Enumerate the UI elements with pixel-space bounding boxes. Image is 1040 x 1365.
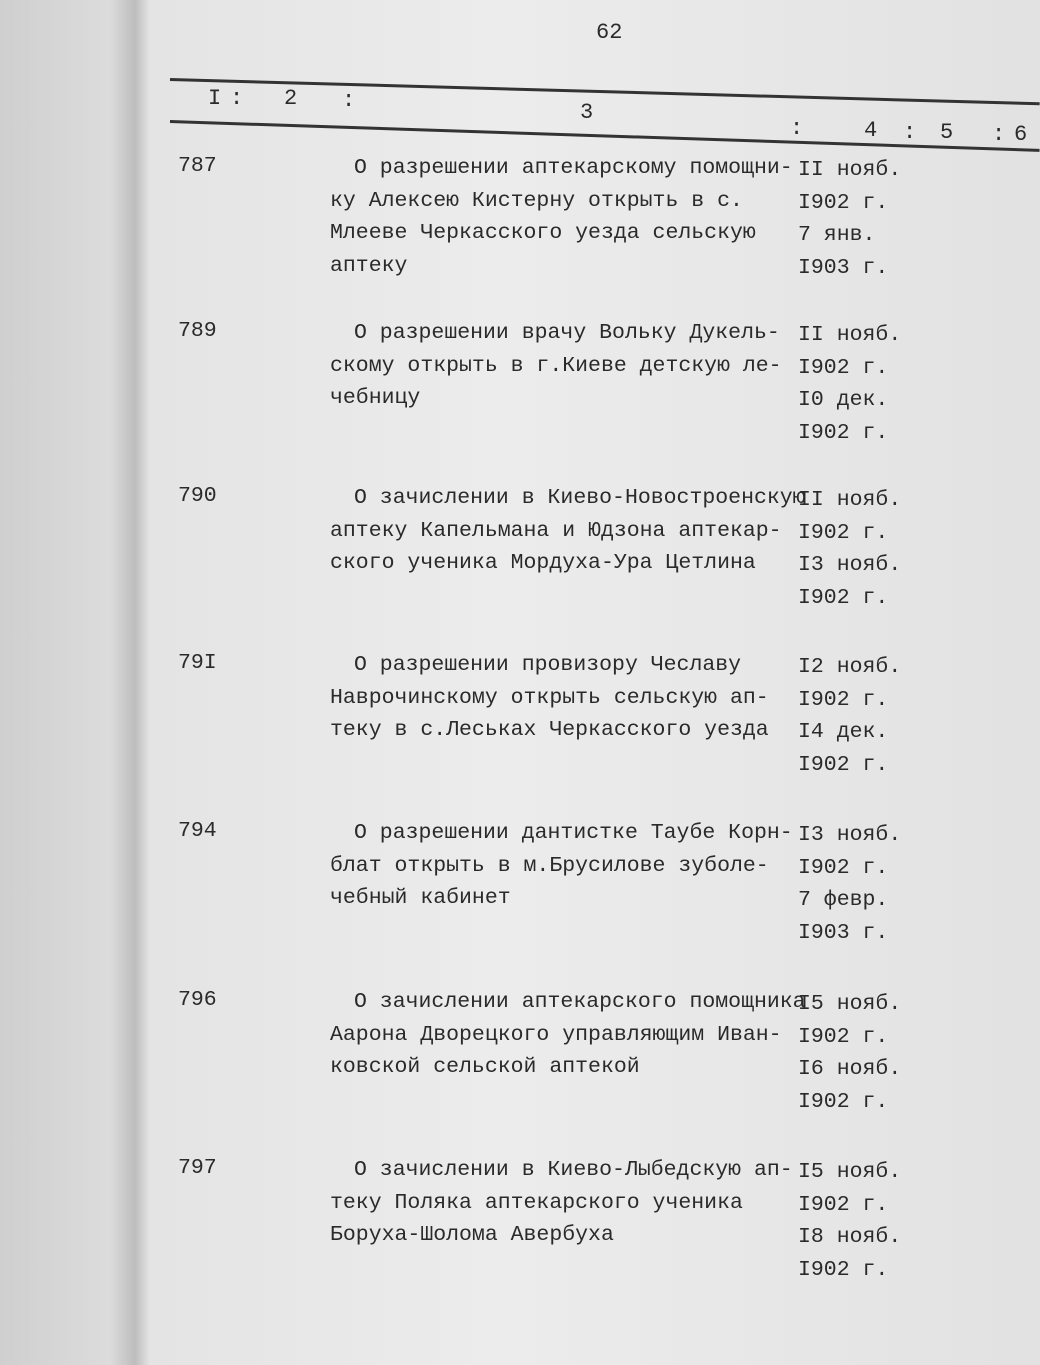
- entry-number: 794: [178, 819, 217, 843]
- description-line: О разрешении врачу Вольку Дукель-: [354, 321, 780, 345]
- date-line: I5 нояб.: [798, 1160, 902, 1184]
- date-line: I2 нояб.: [798, 655, 902, 679]
- header-col-6: 6: [1014, 122, 1028, 147]
- entry-number: 787: [178, 154, 217, 178]
- header-sep: :: [342, 88, 356, 113]
- date-line: I902 г.: [798, 1192, 889, 1217]
- date-line: II нояб.: [798, 323, 902, 347]
- entry-description: [330, 649, 769, 747]
- date-line: I5 нояб.: [798, 992, 902, 1016]
- description-line: аптеку: [330, 253, 408, 278]
- header-sep: :: [903, 120, 917, 145]
- date-line: I902 г.: [798, 1024, 889, 1049]
- date-line: I902 г.: [798, 420, 889, 445]
- header-col-2: 2: [284, 86, 298, 111]
- description-line: блат открыть в м.Брусилове зуболе-: [330, 853, 769, 878]
- date-line: II нояб.: [798, 488, 902, 512]
- description-line: О зачислении аптекарского помощника: [354, 990, 806, 1014]
- description-line: ского ученика Мордуха-Ура Цетлина: [330, 551, 756, 575]
- header-col-3: 3: [580, 100, 594, 125]
- entry-dates: [798, 319, 901, 449]
- date-line: 7 февр.: [798, 888, 889, 912]
- date-line: I0 дек.: [798, 388, 889, 412]
- entry-number: 797: [178, 1156, 217, 1180]
- entry-dates: [798, 651, 901, 781]
- description-line: О разрешении провизору Чеславу: [354, 653, 742, 677]
- date-line: I902 г.: [798, 1089, 889, 1114]
- date-line: I902 г.: [798, 585, 889, 610]
- entry-dates: [798, 1156, 901, 1286]
- header-col-5: 5: [940, 120, 954, 145]
- date-line: I902 г.: [798, 687, 889, 712]
- description-line: скому открыть в г.Киеве детскую ле-: [330, 353, 782, 378]
- entry-description: [330, 152, 793, 282]
- date-line: I3 нояб.: [798, 553, 902, 577]
- date-line: I3 нояб.: [798, 823, 902, 847]
- description-line: ковской сельской аптекой: [330, 1055, 640, 1079]
- date-line: I902 г.: [798, 520, 889, 545]
- entry-number: 796: [178, 988, 217, 1012]
- date-line: I902 г.: [798, 752, 889, 777]
- entry-number: 789: [178, 319, 217, 343]
- date-line: I902 г.: [798, 355, 889, 380]
- date-line: II нояб.: [798, 158, 902, 182]
- date-line: I902 г.: [798, 190, 889, 215]
- date-line: I902 г.: [798, 855, 889, 880]
- description-line: О зачислении в Киево-Лыбедскую ап-: [354, 1158, 793, 1182]
- date-line: I6 нояб.: [798, 1057, 902, 1081]
- entry-dates: [798, 819, 901, 949]
- header-col-1: I: [208, 86, 222, 111]
- entry-dates: [798, 484, 901, 614]
- entry-dates: [798, 988, 901, 1118]
- entry-number: 790: [178, 484, 217, 508]
- description-line: О разрешении аптекарскому помощни-: [354, 156, 793, 180]
- header-col-4: 4: [864, 118, 878, 143]
- description-line: ку Алексею Кистерну открыть в с.: [330, 188, 743, 213]
- date-line: I903 г.: [798, 920, 889, 945]
- description-line: О разрешении дантистке Таубе Корн-: [354, 821, 793, 845]
- description-line: О зачислении в Киево-Новостроенскую: [354, 486, 806, 510]
- header-sep: :: [230, 86, 244, 111]
- description-line: Наврочинскому открыть сельскую ап-: [330, 685, 769, 710]
- description-line: аптеку Капельмана и Юдзона аптекар-: [330, 518, 782, 543]
- page-number: 62: [596, 20, 623, 45]
- entry-description: [330, 817, 793, 915]
- header-sep: :: [790, 116, 804, 141]
- header-sep: :: [992, 122, 1006, 147]
- date-line: I8 нояб.: [798, 1225, 902, 1249]
- description-line: теку в с.Леськах Черкасского уезда: [330, 718, 769, 742]
- header-top-rule: [170, 78, 1040, 105]
- description-line: Аарона Дворецкого управляющим Иван-: [330, 1022, 782, 1047]
- entry-description: [330, 317, 782, 415]
- description-line: чебный кабинет: [330, 886, 511, 910]
- description-line: Млееве Черкасского уезда сельскую: [330, 221, 756, 245]
- entry-description: [330, 1154, 793, 1252]
- entry-description: [330, 482, 806, 580]
- entry-description: [330, 986, 806, 1084]
- date-line: I902 г.: [798, 1257, 889, 1282]
- description-line: чебницу: [330, 386, 421, 410]
- date-line: I903 г.: [798, 255, 889, 280]
- date-line: 7 янв.: [798, 223, 876, 247]
- date-line: I4 дек.: [798, 720, 889, 744]
- entry-dates: [798, 154, 901, 284]
- description-line: теку Поляка аптекарского ученика: [330, 1190, 743, 1215]
- description-line: Боруха-Шолома Авербуха: [330, 1223, 614, 1247]
- entry-number: 79I: [178, 651, 217, 675]
